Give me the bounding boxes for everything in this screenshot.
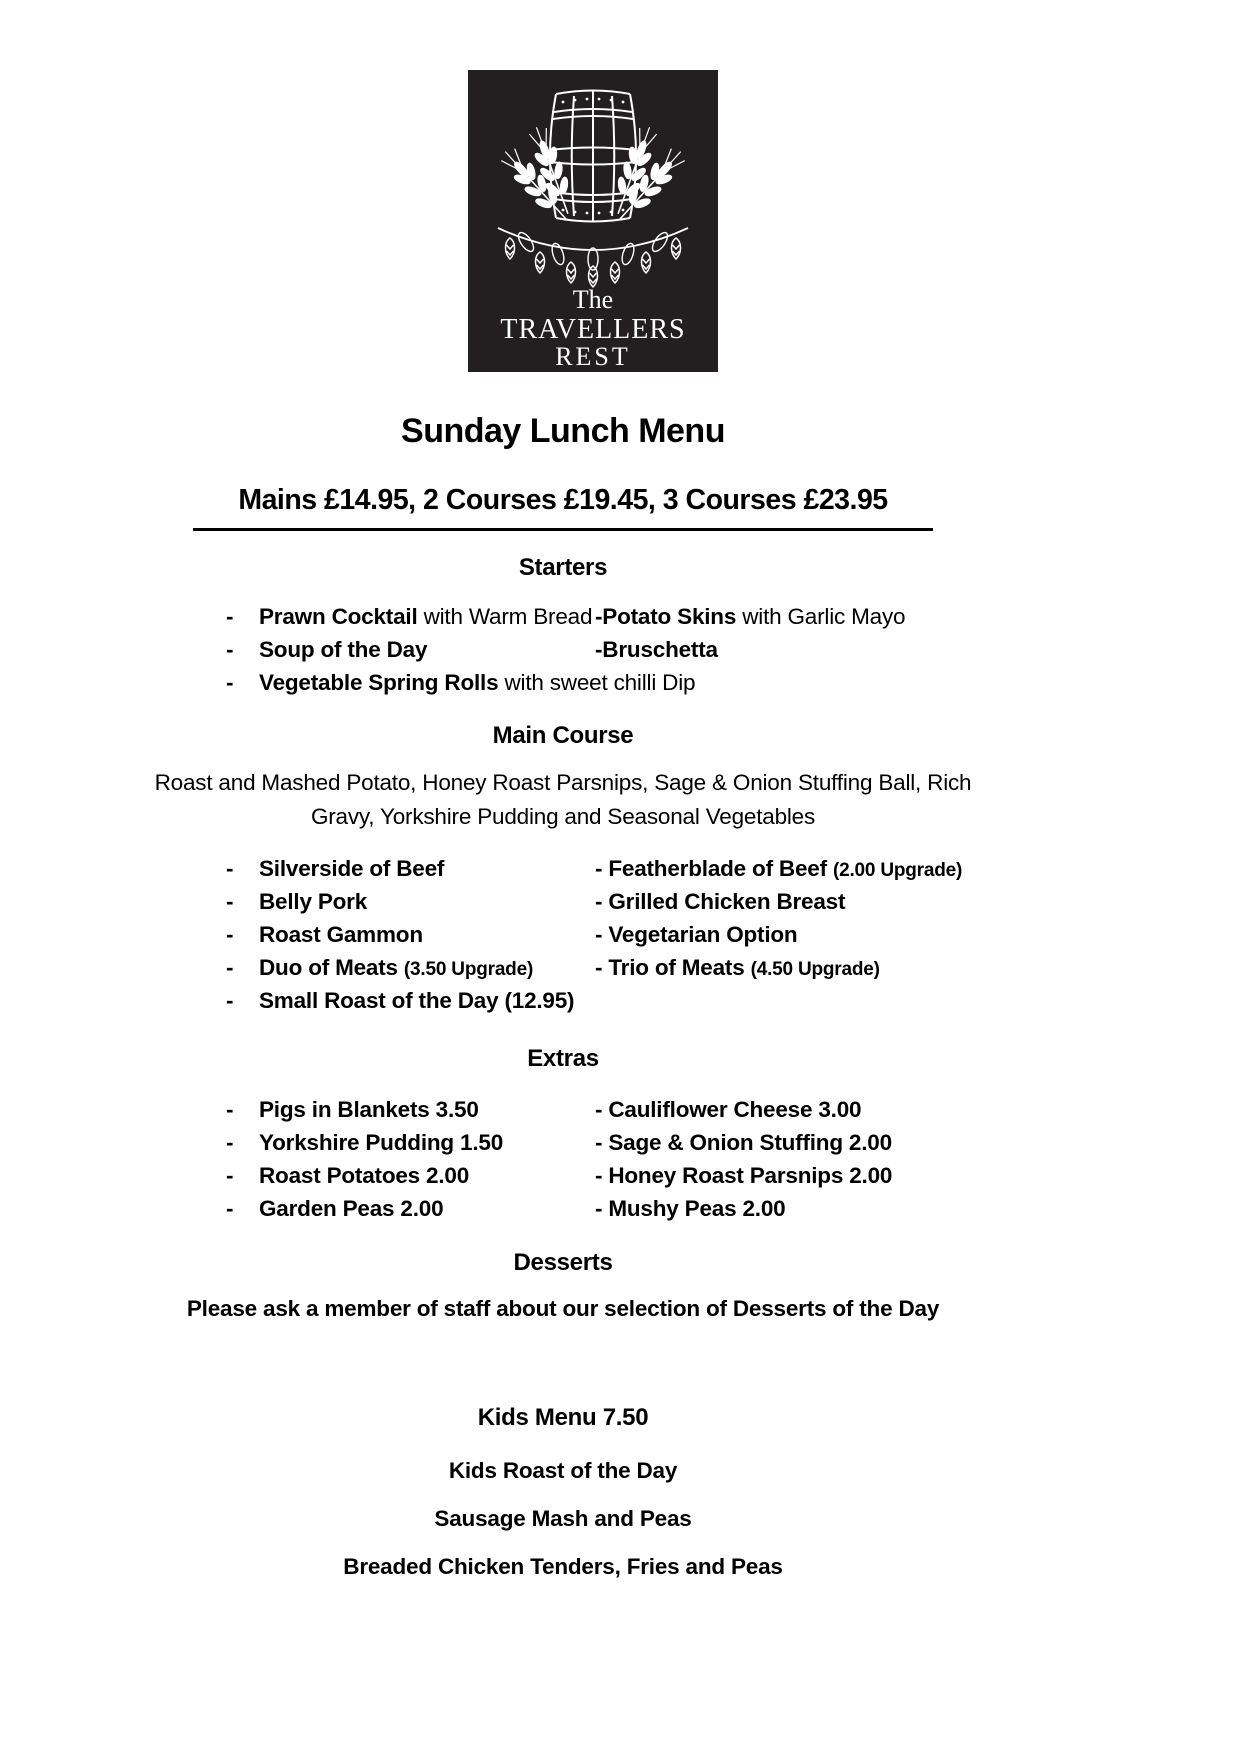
menu-item [259,856,444,882]
bullet-dash: - [226,1196,234,1221]
menu-item-name: Roast Potatoes 2.00 [259,1163,470,1188]
restaurant-logo [468,70,718,372]
pricing-divider [193,528,933,531]
menu-item [595,955,880,981]
menu-item-name: - Honey Roast Parsnips 2.00 [595,1163,893,1188]
bullet-dash: - [226,1163,234,1188]
menu-item [595,889,845,915]
menu-item-row [0,922,1242,952]
menu-item-name: Vegetable Spring Rolls [259,670,499,695]
logo-text-travellers: TRAVELLERS [500,314,686,345]
menu-item-row [0,1196,1242,1226]
menu-item [259,988,574,1014]
bullet-dash: - [226,637,234,662]
bullet-dash: - [226,955,234,980]
menu-item [259,637,427,663]
menu-item [259,1097,479,1123]
menu-item-name: Prawn Cocktail [259,604,418,629]
menu-item [259,889,367,915]
menu-item-name: Small Roast of the Day (12.95) [259,988,575,1013]
main-course-description: Gravy, Yorkshire Pudding and Seasonal Vegetables [310,804,816,829]
pub-emblem-icon [468,70,718,372]
menu-item [595,1163,892,1189]
bullet-dash: - [226,856,234,881]
menu-item-desc: with Warm Bread [417,604,593,629]
desserts-note: Please ask a member of staff about our selection of Desserts of the Day [186,1296,940,1321]
menu-item [595,604,905,630]
menu-item-name: Garden Peas 2.00 [259,1196,444,1221]
menu-item-name: Silverside of Beef [259,856,445,881]
hops-garland-icon [498,228,688,287]
menu-item-name: - Featherblade of Beef [595,856,833,881]
menu-item [259,1196,443,1222]
bullet-dash: - [226,988,234,1013]
menu-item-name: Roast Gammon [259,922,423,947]
menu-item-name: - Cauliflower Cheese 3.00 [595,1097,862,1122]
menu-item [595,637,718,663]
kids-menu-heading: Kids Menu 7.50 [477,1404,649,1431]
menu-item-row [0,856,1242,886]
menu-item [595,1097,861,1123]
menu-item-name: Belly Pork [259,889,368,914]
menu-item-row [0,670,1242,700]
menu-item-name: Soup of the Day [259,637,428,662]
menu-item [259,1130,503,1156]
kids-menu-item: Kids Roast of the Day [448,1458,678,1483]
upgrade-note: (2.00 Upgrade) [832,860,963,881]
menu-item [259,922,423,948]
main-course-description: Roast and Mashed Potato, Honey Roast Parsnips, Sage & Onion Stuffing Ball, Rich [154,770,972,795]
extras-heading: Extras [527,1045,599,1072]
bullet-dash: - [226,670,234,695]
menu-item-row [0,955,1242,985]
bullet-dash: - [226,604,234,629]
menu-item-name: -Potato Skins [595,604,737,629]
menu-item-name: - Trio of Meats [595,955,751,980]
bullet-dash: - [226,922,234,947]
menu-item-name: - Vegetarian Option [595,922,798,947]
menu-item-row [0,1163,1242,1193]
menu-item-row [0,637,1242,667]
menu-item-name: -Bruschetta [595,637,718,662]
menu-title: Sunday Lunch Menu [401,412,725,450]
bullet-dash: - [226,1130,234,1155]
wheat-right-icon [606,123,690,228]
main-course-heading: Main Course [492,722,634,749]
kids-menu-item: Sausage Mash and Peas [434,1506,692,1531]
menu-item [595,1130,892,1156]
menu-item [259,604,592,630]
menu-item-name: - Grilled Chicken Breast [595,889,846,914]
menu-item-row [0,988,1242,1018]
bullet-dash: - [226,1097,234,1122]
menu-item-row [0,1130,1242,1160]
menu-item-row [0,889,1242,919]
menu-item [259,955,533,981]
menu-item-name: Pigs in Blankets 3.50 [259,1097,479,1122]
starters-heading: Starters [518,554,608,581]
menu-item [259,670,695,696]
desserts-heading: Desserts [513,1249,613,1276]
kids-menu-item: Breaded Chicken Tenders, Fries and Peas [343,1554,783,1579]
menu-item-desc: with sweet chilli Dip [498,670,696,695]
bullet-dash: - [226,889,234,914]
menu-item-desc: with Garlic Mayo [736,604,906,629]
upgrade-note: (4.50 Upgrade) [750,959,880,980]
menu-item [595,1196,785,1222]
menu-item-row [0,1097,1242,1127]
upgrade-note: (3.50 Upgrade) [403,959,534,980]
menu-item [259,1163,469,1189]
menu-item-row [0,604,1242,634]
menu-item-name: Yorkshire Pudding 1.50 [259,1130,504,1155]
wheat-left-icon [496,123,580,228]
menu-item [595,856,962,882]
menu-item [595,922,797,948]
menu-item-name: Duo of Meats [259,955,404,980]
logo-text-rest: REST [555,342,631,371]
logo-text-the: The [572,285,614,314]
course-pricing: Mains £14.95, 2 Courses £19.45, 3 Courses £23.95 [238,484,888,516]
menu-item-name: - Sage & Onion Stuffing 2.00 [595,1130,892,1155]
menu-item-name: - Mushy Peas 2.00 [595,1196,786,1221]
